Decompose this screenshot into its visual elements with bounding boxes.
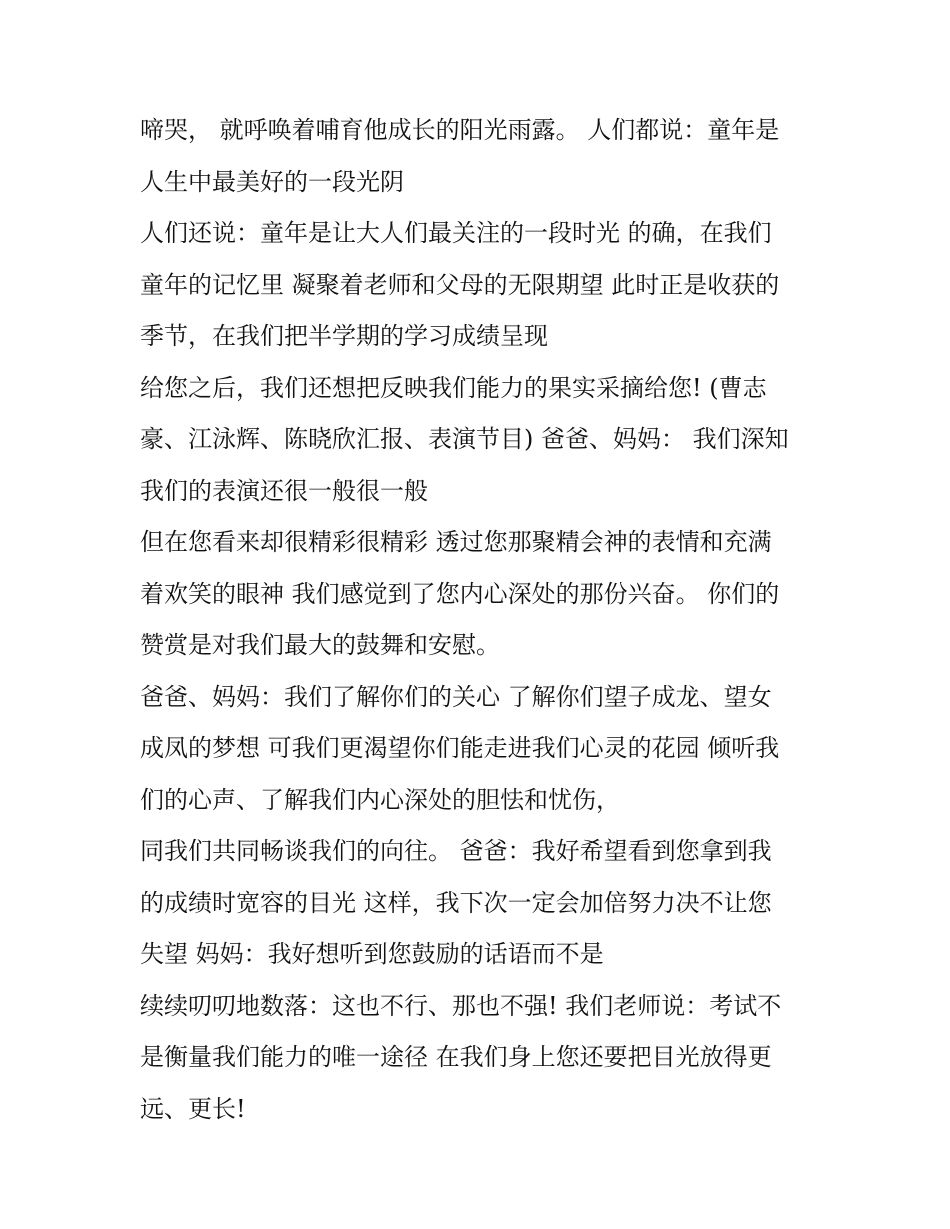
- text-line: 季节，在我们把半学期的学习成绩呈现: [140, 322, 548, 350]
- text-line: 是衡量我们能力的唯一途径 在我们身上您还要把目光放得更: [140, 1043, 772, 1071]
- text-line: 豪、江泳辉、陈晓欣汇报、表演节目) 爸爸、妈妈： 我们深知: [140, 425, 789, 453]
- text-line: 啼哭， 就呼唤着哺育他成长的阳光雨露。 人们都说：童年是: [140, 116, 780, 144]
- text-line: 着欢笑的眼神 我们感觉到了您内心深处的那份兴奋。 你们的: [140, 579, 780, 608]
- text-line: 但在您看来却很精彩很精彩 透过您那聚精会神的表情和充满: [140, 528, 772, 556]
- text-line: 童年的记忆里 凝聚着老师和父母的无限期望 此时正是收获的: [140, 270, 780, 299]
- body-text: [140, 105, 820, 1135]
- text-line: 人生中最美好的一段光阴: [140, 167, 404, 196]
- text-line: 同我们共同畅谈我们的向往。 爸爸：我好希望看到您拿到我: [140, 837, 772, 865]
- text-line: 成凤的梦想 可我们更渴望你们能走进我们心灵的花园 倾听我: [140, 734, 780, 762]
- text-line: 远、更长!: [140, 1094, 246, 1123]
- text-line: 失望 妈妈：我好想听到您鼓励的话语而不是: [140, 940, 604, 968]
- text-line: 人们还说：童年是让大人们最关注的一段时光 的确，在我们: [140, 219, 772, 247]
- text-line: 们的心声、了解我们内心深处的胆怯和忧伤，: [140, 785, 620, 814]
- text-line: 续续叨叨地数落：这也不行、那也不强! 我们老师说：考试不: [140, 991, 782, 1020]
- text-line: 的成绩时宽容的目光 这样，我下次一定会加倍努力决不让您: [140, 888, 772, 917]
- text-line: 赞赏是对我们最大的鼓舞和安慰。: [140, 631, 500, 659]
- text-line: 我们的表演还很一般很一般: [140, 476, 428, 505]
- text-line: 爸爸、妈妈：我们了解你们的关心 了解你们望子成龙、望女: [140, 682, 772, 711]
- text-line: 给您之后，我们还想把反映我们能力的果实采摘给您! (曹志: [140, 373, 767, 402]
